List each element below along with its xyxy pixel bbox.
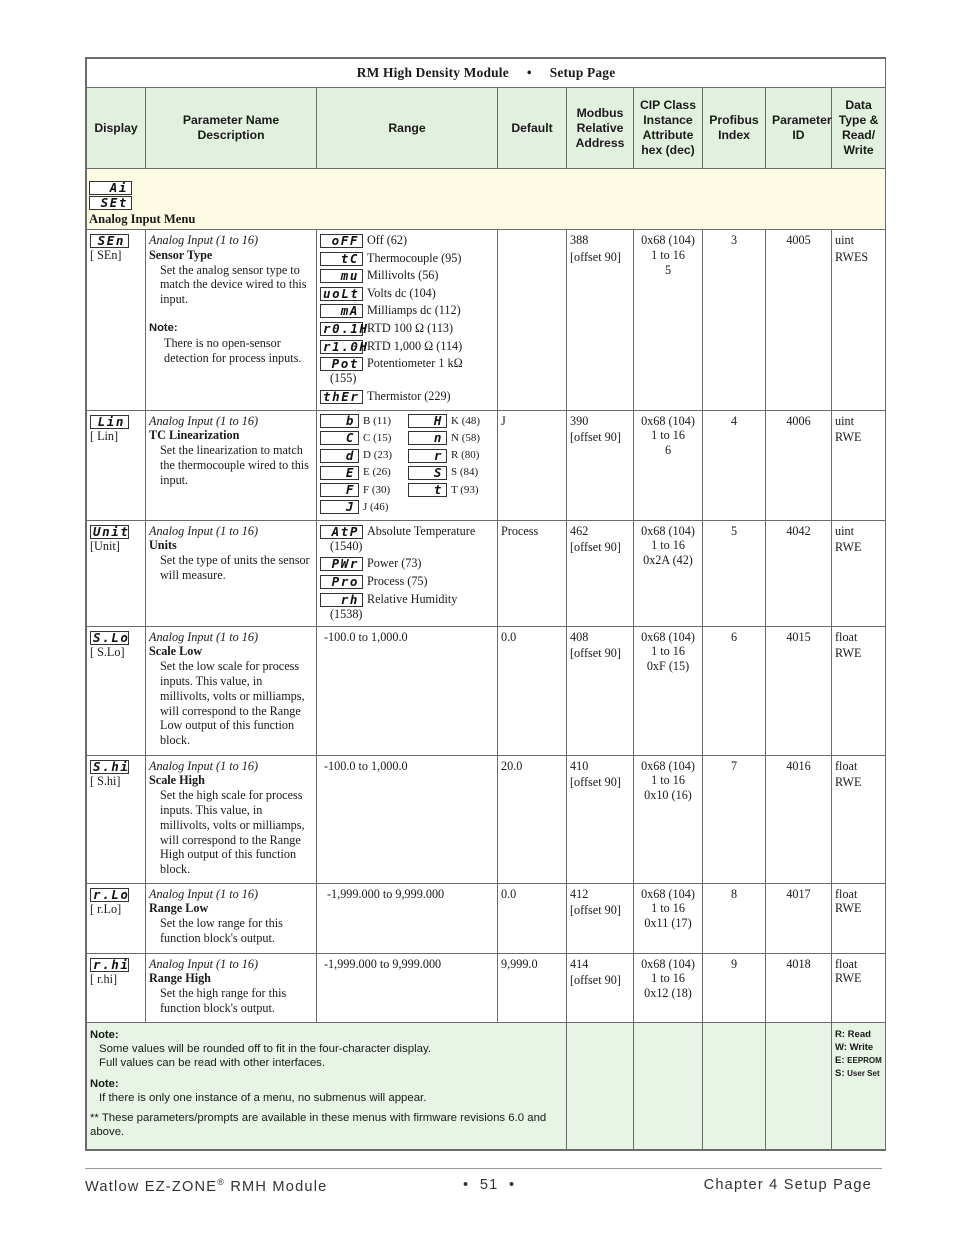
profibus-cell: 8 bbox=[703, 883, 766, 953]
module-title: RM High Density Module bbox=[356, 64, 509, 80]
range-lcd: C bbox=[320, 431, 359, 445]
range-option bbox=[408, 431, 496, 446]
display-text: [ SEn] bbox=[90, 248, 122, 263]
param-id-cell: 4017 bbox=[766, 883, 832, 953]
display-text: [ S.Lo] bbox=[90, 644, 125, 659]
range-cell bbox=[317, 410, 498, 520]
range-lcd: t bbox=[408, 483, 447, 497]
param-id-cell: 4005 bbox=[766, 230, 832, 411]
note-label: Note: bbox=[90, 1077, 119, 1090]
note-text: There is no open-sensor detection for process inputs. bbox=[164, 335, 302, 365]
page-title: Setup Page bbox=[549, 64, 616, 80]
range-cell bbox=[317, 626, 498, 755]
cip-attribute: 0x12 (18) bbox=[644, 986, 692, 1001]
legend-key: E: bbox=[835, 1054, 845, 1066]
range-option bbox=[320, 251, 494, 266]
range-text: -100.0 to 1,000.0 bbox=[324, 629, 408, 644]
parameter-description: Set the high range for this function block's output. bbox=[160, 986, 287, 1015]
default-cell bbox=[498, 230, 567, 411]
parameter-description: Set the type of units the sensor will measure. bbox=[160, 553, 310, 582]
legend-value: Write bbox=[849, 1041, 874, 1053]
legend-key: W: bbox=[835, 1041, 847, 1053]
range-label: F (30) bbox=[363, 483, 391, 496]
read-write: RWE bbox=[835, 430, 862, 445]
range-option bbox=[320, 414, 408, 429]
range-cell bbox=[317, 230, 498, 411]
footer-product bbox=[85, 1177, 327, 1195]
range-option bbox=[320, 339, 494, 354]
instance-text: Analog Input (1 to 16) bbox=[149, 413, 258, 428]
cip-attribute: 6 bbox=[664, 443, 672, 458]
cip-attribute: 0xF (15) bbox=[646, 659, 690, 674]
footer-chapter: Chapter 4 Setup Page bbox=[703, 1177, 872, 1193]
note-text: Full values can be read with other interfaces. bbox=[99, 1056, 326, 1069]
data-type: uint bbox=[835, 523, 854, 538]
range-option bbox=[320, 592, 494, 607]
table-row bbox=[87, 520, 886, 626]
cip-cell bbox=[634, 410, 703, 520]
instance-text: Analog Input (1 to 16) bbox=[149, 886, 258, 901]
range-label: R (80) bbox=[451, 449, 480, 462]
range-label: N (58) bbox=[451, 431, 481, 444]
cip-cell bbox=[634, 883, 703, 953]
range-label: Milliamps dc (112) bbox=[367, 303, 461, 318]
range-lcd: Pro bbox=[320, 575, 363, 589]
table-banner bbox=[87, 59, 886, 88]
range-label: Potentiometer 1 kΩ bbox=[367, 356, 463, 371]
instance-text: Analog Input (1 to 16) bbox=[149, 233, 258, 247]
parameter-name: TC Linearization bbox=[149, 428, 240, 443]
range-option bbox=[320, 356, 494, 371]
notes-empty-cell bbox=[766, 1022, 832, 1149]
table-row bbox=[87, 230, 886, 411]
read-write-legend bbox=[832, 1022, 886, 1149]
range-lcd: rh bbox=[320, 593, 363, 607]
range-label: E (26) bbox=[363, 466, 391, 479]
default-cell: 0.0 bbox=[498, 883, 567, 953]
parameter-cell bbox=[146, 883, 317, 953]
range-cell bbox=[317, 883, 498, 953]
param-id-cell: 4015 bbox=[766, 626, 832, 755]
parameter-table bbox=[86, 58, 886, 1150]
display-cell bbox=[87, 230, 146, 411]
range-lcd: E bbox=[320, 466, 359, 480]
range-label: Volts dc (104) bbox=[367, 285, 436, 300]
data-type: float bbox=[835, 956, 858, 971]
range-label: Absolute Temperature bbox=[367, 523, 476, 538]
banner-bullet: • bbox=[526, 64, 532, 80]
cip-attribute: 0x10 (16) bbox=[644, 788, 692, 803]
data-type-cell bbox=[832, 520, 886, 626]
cip-class: 0x68 (104) bbox=[641, 523, 695, 538]
parameter-cell bbox=[146, 230, 317, 411]
instance-text: Analog Input (1 to 16) bbox=[149, 758, 258, 773]
note-label: Note: bbox=[149, 321, 178, 334]
read-write: RWE bbox=[835, 646, 862, 661]
range-lcd: d bbox=[320, 449, 359, 463]
range-option bbox=[320, 321, 494, 336]
cip-instance: 1 to 16 bbox=[651, 538, 685, 553]
modbus-offset: [offset 90] bbox=[570, 775, 621, 790]
modbus-address: 462 bbox=[570, 523, 589, 538]
read-write: RWE bbox=[835, 775, 862, 790]
cip-class: 0x68 (104) bbox=[641, 758, 695, 773]
default-cell: J bbox=[498, 410, 567, 520]
range-lcd: b bbox=[320, 414, 359, 428]
range-lcd: thEr bbox=[320, 390, 363, 404]
parameter-name: Scale High bbox=[149, 773, 205, 788]
range-label: K (48) bbox=[451, 414, 481, 427]
display-lcd: S.Lo bbox=[90, 631, 129, 645]
thermocouple-grid bbox=[320, 414, 494, 515]
display-lcd: S.hi bbox=[90, 760, 129, 774]
table-row bbox=[87, 410, 886, 520]
parameter-description: Set the low range for this function block's output. bbox=[160, 916, 283, 945]
range-option bbox=[320, 448, 408, 463]
modbus-address: 412 bbox=[570, 886, 589, 901]
col-header-display: Display bbox=[87, 88, 146, 169]
range-lcd: tC bbox=[320, 252, 363, 266]
notes-empty-cell bbox=[703, 1022, 766, 1149]
range-option bbox=[320, 524, 494, 539]
modbus-cell bbox=[567, 230, 634, 411]
profibus-cell: 9 bbox=[703, 953, 766, 1022]
display-lcd: Unit bbox=[90, 525, 129, 539]
range-lcd: PWr bbox=[320, 557, 363, 571]
range-text: -1,999.000 to 9,999.000 bbox=[327, 886, 445, 901]
param-id-cell: 4006 bbox=[766, 410, 832, 520]
range-label: RTD 100 Ω (113) bbox=[367, 320, 454, 335]
data-type: float bbox=[835, 629, 858, 644]
legend-key: R: bbox=[835, 1028, 846, 1040]
modbus-cell bbox=[567, 626, 634, 755]
notes-empty-cell bbox=[567, 1022, 634, 1149]
range-lcd: r1.0H bbox=[320, 340, 363, 354]
range-label: B (11) bbox=[363, 414, 392, 427]
display-lcd: r.hi bbox=[90, 958, 129, 972]
data-type-cell bbox=[832, 626, 886, 755]
cip-cell bbox=[634, 230, 703, 411]
data-type-cell bbox=[832, 883, 886, 953]
range-lcd: J bbox=[320, 500, 359, 514]
instance-text: Analog Input (1 to 16) bbox=[149, 956, 258, 971]
col-header-cip: CIP Class Instance Attribute hex (dec) bbox=[634, 88, 703, 169]
parameter-description: Set the analog sensor type to match the device wired to this input. bbox=[160, 262, 307, 307]
range-option bbox=[320, 431, 408, 446]
instance-text: Analog Input (1 to 16) bbox=[149, 629, 258, 644]
notes-cell bbox=[87, 1022, 567, 1149]
cip-class: 0x68 (104) bbox=[641, 413, 695, 428]
modbus-cell bbox=[567, 883, 634, 953]
range-text: -100.0 to 1,000.0 bbox=[324, 758, 408, 773]
default-cell: 20.0 bbox=[498, 755, 567, 883]
modbus-offset: [offset 90] bbox=[570, 973, 621, 988]
footer-brand: Watlow EZ-ZONE bbox=[85, 1178, 218, 1195]
modbus-cell bbox=[567, 520, 634, 626]
menu-display-set: SEt bbox=[89, 196, 132, 210]
cip-attribute: 0x2A (42) bbox=[643, 553, 693, 568]
parameter-cell bbox=[146, 410, 317, 520]
display-cell bbox=[87, 626, 146, 755]
modbus-cell bbox=[567, 410, 634, 520]
param-id-cell: 4042 bbox=[766, 520, 832, 626]
legend-value: User Set bbox=[847, 1068, 880, 1078]
cip-attribute: 0x11 (17) bbox=[644, 916, 692, 931]
legend-key: S: bbox=[835, 1067, 845, 1079]
table-row bbox=[87, 883, 886, 953]
parameter-name: Scale Low bbox=[149, 644, 203, 659]
profibus-cell: 4 bbox=[703, 410, 766, 520]
range-label: Power (73) bbox=[367, 556, 422, 571]
range-text: -1,999.000 to 9,999.000 bbox=[324, 956, 442, 971]
range-label: Off (62) bbox=[367, 233, 408, 247]
note-text: If there is only one instance of a menu, no submenus will appear. bbox=[99, 1091, 427, 1104]
range-option bbox=[320, 389, 494, 404]
menu-title: Analog Input Menu bbox=[89, 212, 196, 227]
default-cell: Process bbox=[498, 520, 567, 626]
range-lcd: uoLt bbox=[320, 287, 363, 301]
range-lcd: r bbox=[408, 449, 447, 463]
parameter-name: Units bbox=[149, 538, 177, 553]
display-cell bbox=[87, 883, 146, 953]
parameter-name: Sensor Type bbox=[149, 247, 213, 262]
legend-value: EEPROM bbox=[847, 1055, 882, 1065]
display-lcd: r.Lo bbox=[90, 888, 129, 902]
cip-cell bbox=[634, 755, 703, 883]
range-lcd: F bbox=[320, 483, 359, 497]
range-lcd: H bbox=[408, 414, 447, 428]
range-option bbox=[320, 465, 408, 480]
range-label-continued: (1540) bbox=[330, 538, 363, 553]
data-type-cell bbox=[832, 410, 886, 520]
col-header-param-id: Parameter ID bbox=[766, 88, 832, 169]
range-label: S (84) bbox=[451, 466, 479, 479]
display-text: [ r.Lo] bbox=[90, 901, 122, 916]
range-lcd: mA bbox=[320, 304, 363, 318]
parameter-description: Set the low scale for process inputs. This value, in millivolts, volts or milliamps, will correspond to the Range Low output of this function block. bbox=[160, 659, 305, 748]
cip-instance: 1 to 16 bbox=[651, 971, 685, 986]
display-cell bbox=[87, 520, 146, 626]
read-write: RWE bbox=[835, 540, 862, 555]
range-lcd: AtP bbox=[320, 525, 363, 539]
range-option bbox=[408, 483, 496, 498]
col-header-name: Parameter Name Description bbox=[146, 88, 317, 169]
parameter-cell bbox=[146, 626, 317, 755]
profibus-cell: 3 bbox=[703, 230, 766, 411]
firmware-note: ** These parameters/prompts are available in these menus with firmware revisions 6.0 and above. bbox=[90, 1111, 547, 1138]
parameter-table-sheet bbox=[85, 57, 886, 1151]
col-header-default: Default bbox=[498, 88, 567, 169]
range-cell bbox=[317, 755, 498, 883]
range-option bbox=[320, 500, 408, 515]
range-option bbox=[320, 303, 494, 318]
range-option bbox=[408, 465, 496, 480]
data-type: uint bbox=[835, 233, 854, 247]
range-option bbox=[408, 448, 496, 463]
display-cell bbox=[87, 410, 146, 520]
data-type-cell bbox=[832, 953, 886, 1022]
default-cell: 0.0 bbox=[498, 626, 567, 755]
read-write: RWE bbox=[835, 971, 862, 986]
range-label: Thermocouple (95) bbox=[367, 250, 462, 265]
footer-module: RMH Module bbox=[230, 1178, 328, 1195]
range-lcd: Pot bbox=[320, 357, 363, 371]
cip-instance: 1 to 16 bbox=[651, 901, 685, 916]
cip-class: 0x68 (104) bbox=[641, 886, 695, 901]
range-label: C (15) bbox=[363, 431, 392, 444]
cip-class: 0x68 (104) bbox=[641, 233, 695, 247]
modbus-offset: [offset 90] bbox=[570, 646, 621, 661]
range-cell bbox=[317, 520, 498, 626]
display-text: [ r.hi] bbox=[90, 971, 118, 986]
cip-attribute: 5 bbox=[664, 262, 672, 277]
modbus-offset: [offset 90] bbox=[570, 249, 621, 264]
parameter-cell bbox=[146, 953, 317, 1022]
banner-cell bbox=[87, 59, 886, 88]
column-headers bbox=[87, 88, 886, 169]
display-lcd: Lin bbox=[90, 415, 129, 429]
modbus-offset: [offset 90] bbox=[570, 430, 621, 445]
modbus-cell bbox=[567, 953, 634, 1022]
modbus-address: 414 bbox=[570, 956, 589, 971]
menu-cell bbox=[87, 169, 886, 230]
display-text: [ Lin] bbox=[90, 428, 119, 443]
notes-empty-cell bbox=[634, 1022, 703, 1149]
range-lcd: oFF bbox=[320, 234, 363, 248]
range-label: D (23) bbox=[363, 449, 393, 462]
range-lcd: mu bbox=[320, 269, 363, 283]
menu-row bbox=[87, 169, 886, 230]
data-type: float bbox=[835, 886, 858, 901]
read-write: RWE bbox=[835, 901, 862, 916]
display-cell bbox=[87, 755, 146, 883]
col-header-modbus: Modbus Relative Address bbox=[567, 88, 634, 169]
range-option bbox=[320, 233, 494, 248]
col-header-data-type: Data Type & Read/ Write bbox=[832, 88, 886, 169]
cip-instance: 1 to 16 bbox=[651, 644, 685, 659]
range-label: RTD 1,000 Ω (114) bbox=[367, 338, 463, 353]
range-lcd: r0.1H bbox=[320, 322, 363, 336]
range-option bbox=[320, 268, 494, 283]
range-option bbox=[320, 483, 408, 498]
table-row bbox=[87, 626, 886, 755]
range-label: T (93) bbox=[451, 483, 479, 496]
range-option bbox=[408, 414, 496, 429]
menu-display-ai: Ai bbox=[89, 181, 132, 195]
note-text: Some values will be rounded off to fit in the four-character display. bbox=[99, 1042, 431, 1055]
range-option bbox=[320, 286, 494, 301]
cip-cell bbox=[634, 953, 703, 1022]
profibus-cell: 6 bbox=[703, 626, 766, 755]
registered-mark: ® bbox=[217, 1177, 226, 1187]
note-label: Note: bbox=[90, 1028, 119, 1041]
range-label-continued: (155) bbox=[330, 371, 357, 386]
modbus-address: 390 bbox=[570, 413, 589, 428]
cip-cell bbox=[634, 520, 703, 626]
cip-cell bbox=[634, 626, 703, 755]
modbus-address: 408 bbox=[570, 629, 589, 644]
range-label: Relative Humidity bbox=[367, 591, 458, 606]
cip-instance: 1 to 16 bbox=[651, 773, 685, 788]
instance-text: Analog Input (1 to 16) bbox=[149, 523, 258, 538]
page-number: • 51 • bbox=[463, 1177, 516, 1193]
cip-instance: 1 to 16 bbox=[651, 247, 685, 262]
col-header-profibus: Profibus Index bbox=[703, 88, 766, 169]
profibus-cell: 7 bbox=[703, 755, 766, 883]
data-type-cell bbox=[832, 755, 886, 883]
table-row bbox=[87, 755, 886, 883]
display-text: [ S.hi] bbox=[90, 773, 121, 788]
parameter-description: Set the high scale for process inputs. This value, in millivolts, volts or milliamps, will correspond to the Range High output of this function block. bbox=[160, 788, 305, 877]
parameter-cell bbox=[146, 755, 317, 883]
range-option bbox=[320, 574, 494, 589]
parameter-name: Range High bbox=[149, 971, 211, 986]
col-header-range: Range bbox=[317, 88, 498, 169]
modbus-offset: [offset 90] bbox=[570, 903, 621, 918]
modbus-address: 410 bbox=[570, 758, 589, 773]
cip-instance: 1 to 16 bbox=[651, 428, 685, 443]
display-text: [Unit] bbox=[90, 538, 120, 553]
range-lcd: S bbox=[408, 466, 447, 480]
modbus-cell bbox=[567, 755, 634, 883]
range-label-continued: (1538) bbox=[330, 606, 363, 621]
range-label: Process (75) bbox=[367, 573, 428, 588]
range-label: Millivolts (56) bbox=[367, 268, 439, 283]
read-write: RWES bbox=[835, 249, 869, 264]
cip-class: 0x68 (104) bbox=[641, 956, 695, 971]
modbus-offset: [offset 90] bbox=[570, 540, 621, 555]
param-id-cell: 4016 bbox=[766, 755, 832, 883]
page-footer bbox=[85, 1168, 882, 1195]
display-lcd: SEn bbox=[90, 234, 129, 248]
parameter-cell bbox=[146, 520, 317, 626]
range-cell bbox=[317, 953, 498, 1022]
modbus-address: 388 bbox=[570, 233, 589, 247]
param-id-cell: 4018 bbox=[766, 953, 832, 1022]
parameter-name: Range Low bbox=[149, 901, 209, 916]
data-type: float bbox=[835, 758, 858, 773]
default-cell: 9,999.0 bbox=[498, 953, 567, 1022]
display-cell bbox=[87, 953, 146, 1022]
parameter-description: Set the linearization to match the thermocouple wired to this input. bbox=[160, 443, 309, 487]
range-label: J (46) bbox=[363, 501, 389, 514]
table-row bbox=[87, 953, 886, 1022]
range-label: Thermistor (229) bbox=[367, 388, 451, 403]
range-option bbox=[320, 556, 494, 571]
profibus-cell: 5 bbox=[703, 520, 766, 626]
legend-value: Read bbox=[847, 1028, 871, 1040]
cip-class: 0x68 (104) bbox=[641, 629, 695, 644]
data-type-cell bbox=[832, 230, 886, 411]
range-lcd: n bbox=[408, 431, 447, 445]
data-type: uint bbox=[835, 413, 854, 428]
notes-row bbox=[87, 1022, 886, 1149]
